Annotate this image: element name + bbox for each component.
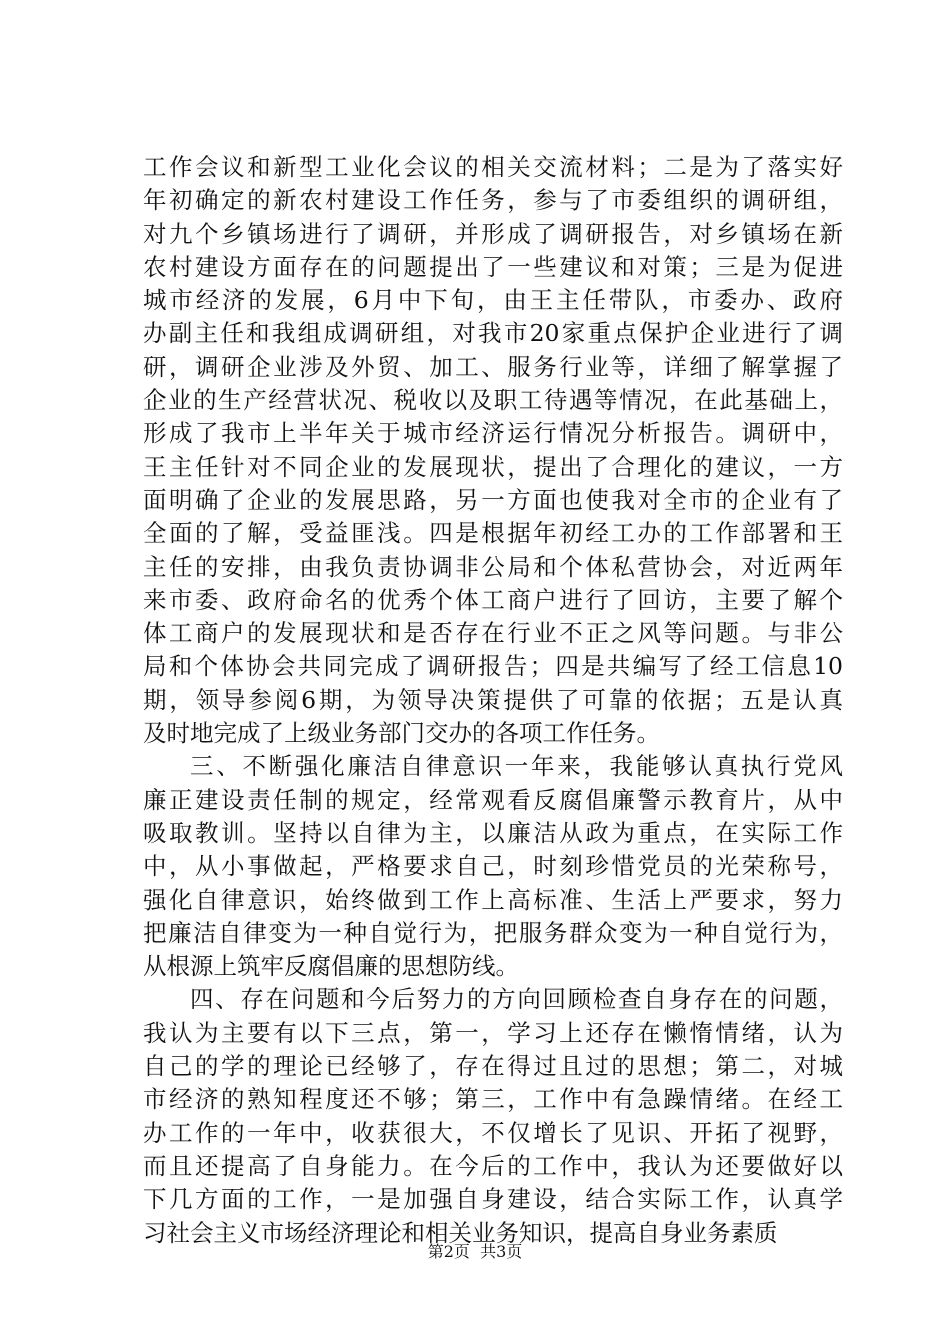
text-line: 四、存在问题和今后努力的方向回顾检查自身存在的问题， [190, 985, 843, 1014]
text-line: 把廉洁自律变为一种自觉行为，把服务群众变为一种自觉行为， [143, 918, 843, 947]
text-line: 研，调研企业涉及外贸、加工、服务行业等，详细了解掌握了 [143, 352, 843, 381]
paragraph [143, 983, 843, 1249]
text-line: 工作会议和新型工业化会议的相关交流材料；二是为了落实好 [143, 153, 843, 181]
text-line: 面明确了企业的发展思路，另一方面也使我对全市的企业有了 [143, 485, 843, 514]
text-line: 而且还提高了自身能力。在今后的工作中，我认为还要做好以 [143, 1151, 843, 1180]
text-line: 局和个体协会共同完成了调研报告；四是共编写了经工信息10 [143, 652, 843, 681]
text-line: 自己的学的理论已经够了，存在得过且过的思想；第二，对城 [143, 1052, 843, 1081]
paragraph [143, 750, 843, 983]
text-line: 三、不断强化廉洁自律意识一年来，我能够认真执行党风 [190, 752, 843, 781]
text-line: 城市经济的发展，6月中下旬，由王主任带队，市委办、政府 [143, 286, 843, 315]
text-line: 下几方面的工作，一是加强自身建设，结合实际工作，认真学 [143, 1185, 843, 1214]
paragraph [143, 151, 843, 750]
text-line: 市经济的熟知程度还不够；第三，工作中有急躁情绪。在经工 [143, 1085, 843, 1114]
text-line: 形成了我市上半年关于城市经济运行情况分析报告。调研中， [143, 419, 843, 448]
text-line: 王主任针对不同企业的发展现状，提出了合理化的建议，一方 [143, 452, 843, 481]
text-line: 主任的安排，由我负责协调非公局和个体私营协会，对近两年 [143, 552, 843, 581]
text-line: 办副主任和我组成调研组，对我市20家重点保护企业进行了调 [143, 319, 843, 348]
text-line: 强化自律意识，始终做到工作上高标准、生活上严要求，努力 [143, 885, 843, 914]
text-line: 企业的生产经营状况、税收以及职工待遇等情况，在此基础上， [143, 386, 843, 415]
text-line: 期，领导参阅6期，为领导决策提供了可靠的依据；五是认真 [143, 685, 843, 714]
text-line: 我认为主要有以下三点，第一，学习上还存在懒惰情绪，认为 [143, 1018, 843, 1047]
page-footer: 第2页 共3页 [427, 1242, 523, 1261]
text-line: 农村建设方面存在的问题提出了一些建议和对策；三是为促进 [143, 252, 843, 281]
text-line: 及时地完成了上级业务部门交办的各项工作任务。 [143, 719, 660, 748]
text-line: 从根源上筑牢反腐倡廉的思想防线。 [143, 952, 519, 981]
text-line: 来市委、政府命名的优秀个体工商户进行了回访，主要了解个 [143, 585, 843, 614]
text-line: 全面的了解，受益匪浅。四是根据年初经工办的工作部署和王 [143, 519, 843, 548]
text-line: 年初确定的新农村建设工作任务，参与了市委组织的调研组， [143, 186, 843, 215]
text-line: 廉正建设责任制的规定，经常观看反腐倡廉警示教育片，从中 [143, 785, 843, 814]
text-line: 中，从小事做起，严格要求自己，时刻珍惜党员的光荣称号， [143, 852, 843, 881]
text-line: 办工作的一年中，收获很大，不仅增长了见识、开拓了视野， [143, 1118, 843, 1147]
text-line: 吸取教训。坚持以自律为主，以廉洁从政为重点，在实际工作 [143, 818, 843, 847]
text-line: 习社会主义市场经济理论和相关业务知识，提高自身业务素质 [143, 1218, 778, 1247]
text-line: 对九个乡镇场进行了调研，并形成了调研报告，对乡镇场在新 [143, 219, 843, 248]
text-line: 体工商户的发展现状和是否存在行业不正之风等问题。与非公 [143, 619, 843, 648]
document-body [143, 151, 843, 1250]
